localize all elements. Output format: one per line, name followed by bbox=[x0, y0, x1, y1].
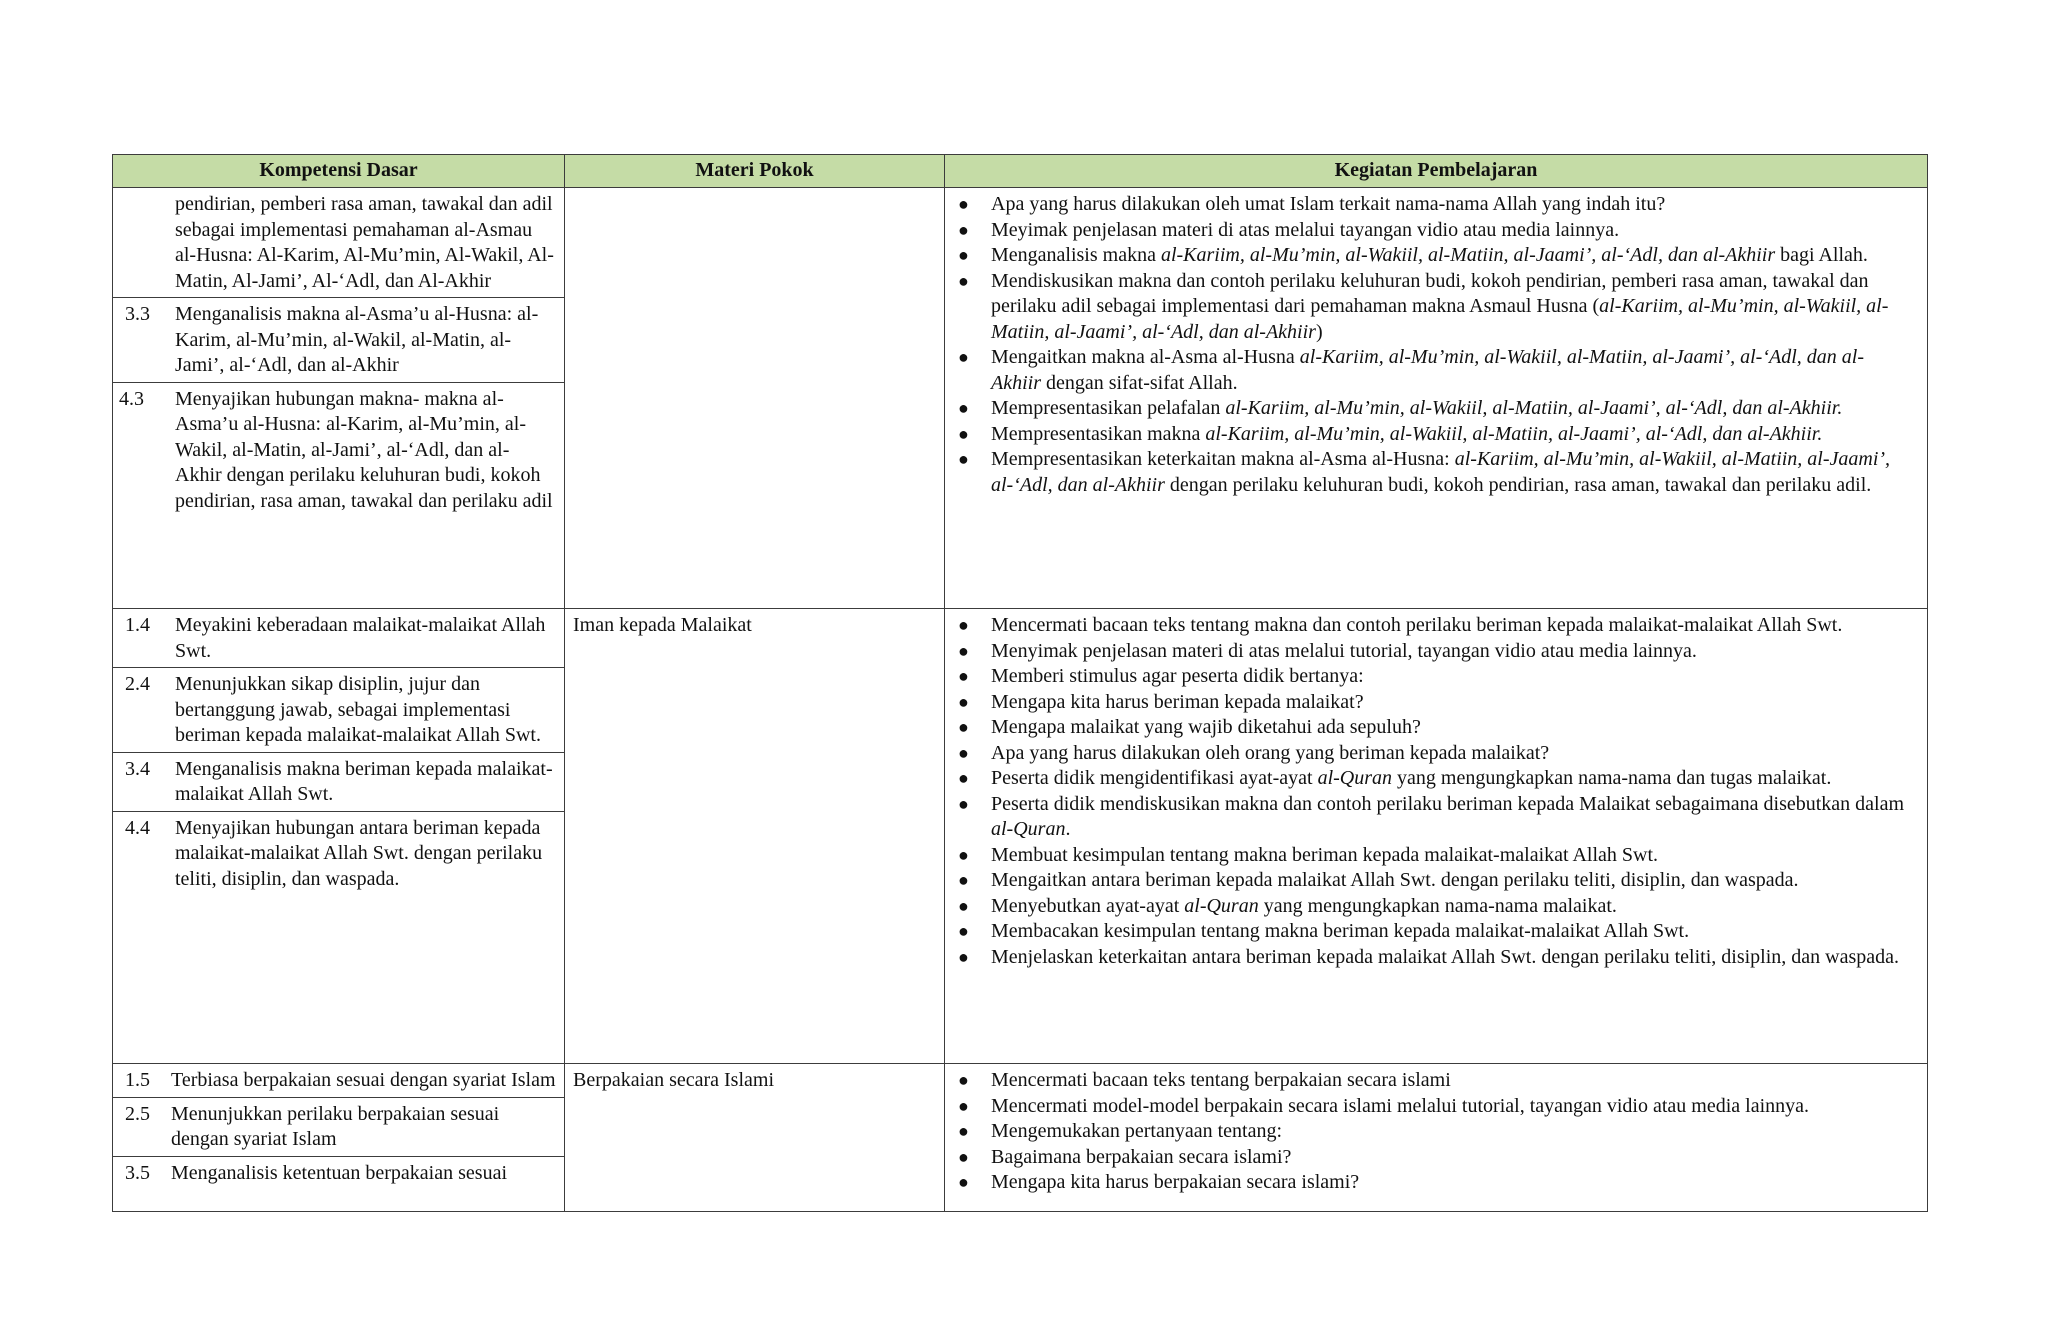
kegiatan-text: Mendiskusikan makna dan contoh perilaku keluhuran budi, kokoh pendirian, pemberi rasa aman, tawakal dan perilaku adil sebagai implementasi dari pemahaman makna Asmaul Husna ( bbox=[991, 269, 1869, 317]
kegiatan-item bbox=[955, 741, 1911, 767]
kd-item bbox=[113, 383, 564, 518]
kd-text: Menganalisis ketentuan berpakaian sesuai bbox=[171, 1161, 507, 1184]
table-row bbox=[113, 609, 1928, 1064]
kegiatan-item bbox=[955, 243, 1911, 269]
kegiatan-text: Menganalisis makna bbox=[991, 244, 1161, 266]
kegiatan-text: yang mengungkapkan nama-nama dan tugas malaikat. bbox=[1392, 767, 1832, 789]
bullet-icon: ● bbox=[958, 270, 969, 291]
kegiatan-list bbox=[955, 192, 1911, 498]
kegiatan-item bbox=[955, 868, 1911, 894]
kegiatan-text: dengan sifat-sifat Allah. bbox=[1041, 371, 1238, 394]
bullet-icon: ● bbox=[958, 219, 969, 240]
table-row bbox=[113, 1064, 1928, 1212]
kd-text: Menunjukkan sikap disiplin, jujur dan bertanggung jawab, sebagai implementasi beriman kepada malaikat-malaikat Allah Swt. bbox=[175, 673, 541, 746]
kegiatan-item bbox=[955, 447, 1911, 498]
italic-term: al-Kariim, al-Mu’min, al-Wakiil, al-Matiin, al-Jaami’, al-‘Adl, dan al-Akhiir bbox=[1160, 244, 1776, 266]
kd-text: Menyajikan hubungan antara beriman kepada malaikat-malaikat Allah Swt. dengan perilaku teliti, disiplin, dan waspada. bbox=[175, 816, 543, 890]
bullet-icon: ● bbox=[958, 423, 969, 444]
kd-number: 2.5 bbox=[125, 1102, 150, 1125]
bullet-icon: ● bbox=[958, 640, 969, 661]
bullet-icon: ● bbox=[958, 793, 969, 814]
bullet-icon: ● bbox=[958, 1146, 969, 1167]
kegiatan-cell bbox=[945, 188, 1928, 609]
bullet-icon: ● bbox=[958, 691, 969, 712]
kegiatan-text: Mempresentasikan pelafalan bbox=[991, 397, 1226, 419]
kd-item bbox=[113, 188, 564, 298]
bullet-icon: ● bbox=[958, 347, 969, 367]
kegiatan-cell bbox=[945, 609, 1928, 1064]
bullet-icon: ● bbox=[958, 1095, 969, 1116]
kd-text: Terbiasa berpakaian sesuai dengan syariat Islam bbox=[171, 1069, 556, 1091]
table-row bbox=[113, 188, 1928, 609]
kegiatan-item bbox=[955, 690, 1911, 716]
kegiatan-text: Membuat kesimpulan tentang makna beriman kepada malaikat-malaikat Allah Swt. bbox=[991, 843, 1659, 866]
kegiatan-item bbox=[955, 1094, 1911, 1120]
kegiatan-item bbox=[955, 715, 1911, 741]
kegiatan-text: Mencermati bacaan teks tentang berpakaian secara islami bbox=[991, 1069, 1451, 1091]
italic-term: al-Quran bbox=[1184, 894, 1259, 917]
kegiatan-text: Mencermati model-model berpakain secara islami melalui tutorial, tayangan vidio atau media lainnya. bbox=[991, 1094, 1810, 1117]
kd-text: Menganalisis makna al-Asma’u al-Husna: al-Karim, al-Mu’min, al-Wakil, al-Matin, al-Jami’, al-‘Adl, dan al-Akhir bbox=[175, 303, 539, 376]
kegiatan-cell bbox=[945, 1064, 1928, 1212]
bullet-icon: ● bbox=[958, 870, 969, 890]
kegiatan-item bbox=[955, 919, 1911, 945]
kd-item bbox=[113, 668, 564, 753]
kegiatan-item bbox=[955, 792, 1911, 843]
kegiatan-item bbox=[955, 1119, 1911, 1145]
kd-number: 1.4 bbox=[125, 614, 150, 636]
kegiatan-text: . bbox=[1065, 818, 1071, 840]
bullet-icon: ● bbox=[958, 742, 969, 763]
bullet-icon: ● bbox=[958, 895, 969, 916]
kegiatan-text: Menyebutkan ayat-ayat bbox=[991, 894, 1185, 917]
kegiatan-item bbox=[955, 1068, 1911, 1094]
kegiatan-item bbox=[955, 422, 1911, 448]
kegiatan-text: Mengapa kita harus berpakaian secara islami? bbox=[991, 1171, 1360, 1193]
bullet-icon: ● bbox=[958, 245, 969, 265]
kegiatan-item bbox=[955, 1170, 1911, 1196]
kd-item bbox=[113, 298, 564, 383]
kegiatan-text: Mencermati bacaan teks tentang makna dan contoh perilaku beriman kepada malaikat-malaikat Allah Swt. bbox=[991, 614, 1843, 636]
bullet-icon: ● bbox=[958, 615, 969, 635]
kd-text: Menganalisis makna beriman kepada malaikat-malaikat Allah Swt. bbox=[175, 757, 553, 805]
italic-term: al-Quran bbox=[1317, 767, 1393, 789]
kegiatan-item bbox=[955, 945, 1911, 971]
materi-pokok-cell: Berpakaian secara Islami bbox=[565, 1064, 945, 1212]
kegiatan-text: Menjelaskan keterkaitan antara beriman kepada malaikat Allah Swt. dengan perilaku teliti, disiplin, dan waspada. bbox=[991, 945, 1900, 968]
kegiatan-text: Mengapa malaikat yang wajib diketahui ada sepuluh? bbox=[991, 716, 1421, 738]
materi-pokok-cell bbox=[565, 188, 945, 609]
kegiatan-text: Mengaitkan antara beriman kepada malaikat Allah Swt. dengan perilaku teliti, disiplin, dan waspada. bbox=[991, 869, 1799, 891]
kd-cell bbox=[113, 188, 565, 609]
kd-text: Meyakini keberadaan malaikat-malaikat Allah Swt. bbox=[175, 614, 546, 662]
kegiatan-item bbox=[955, 664, 1911, 690]
syllabus-table bbox=[112, 154, 1928, 1212]
kegiatan-text: Apa yang harus dilakukan oleh orang yang beriman kepada malaikat? bbox=[991, 741, 1550, 764]
kegiatan-item bbox=[955, 269, 1911, 346]
kd-number bbox=[125, 192, 175, 294]
kd-number: 1.5 bbox=[125, 1069, 150, 1091]
bullet-icon: ● bbox=[958, 449, 969, 469]
kd-text: pendirian, pemberi rasa aman, tawakal dan adil sebagai implementasi pemahaman al-Asmau al-Husna: Al-Karim, Al-Mu’min, Al-Wakil, Al- Matin, Al-Jami’, Al-‘Adl, dan Al-Akhir bbox=[175, 193, 554, 292]
kegiatan-text: Mengapa kita harus beriman kepada malaikat? bbox=[991, 690, 1364, 713]
kegiatan-item bbox=[955, 843, 1911, 869]
kd-number: 3.4 bbox=[125, 757, 150, 780]
italic-term: al-Kariim, al-Mu’min, al-Wakiil, al-Matiin, al-Jaami’, al-‘Adl, dan al-Akhiir bbox=[991, 346, 1864, 394]
bullet-icon: ● bbox=[958, 946, 969, 967]
kd-item bbox=[113, 812, 564, 896]
kegiatan-text: Apa yang harus dilakukan oleh umat Islam terkait nama-nama Allah yang indah itu? bbox=[991, 193, 1666, 215]
kegiatan-text: Mengemukakan pertanyaan tentang: bbox=[991, 1120, 1282, 1142]
kd-item bbox=[113, 1064, 564, 1098]
kegiatan-text: Memberi stimulus agar peserta didik bertanya: bbox=[991, 665, 1364, 687]
kd-number: 4.3 bbox=[119, 387, 144, 410]
kegiatan-text: bagi Allah. bbox=[1775, 244, 1868, 266]
kd-number: 2.4 bbox=[125, 673, 150, 695]
kegiatan-text: Meyimak penjelasan materi di atas melalui tayangan vidio atau media lainnya. bbox=[991, 218, 1620, 241]
bullet-icon: ● bbox=[958, 1070, 969, 1090]
kd-item bbox=[113, 1157, 564, 1190]
italic-term: al-Quran bbox=[991, 818, 1066, 840]
kegiatan-text: Mengaitkan makna al-Asma al-Husna bbox=[991, 346, 1300, 368]
kegiatan-text: ) bbox=[1315, 320, 1323, 343]
italic-term: al-Kariim, al-Mu’min, al-Wakiil, al-Matiin, al-Jaami’, al-‘Adl, dan al-Akhiir. bbox=[1205, 422, 1823, 445]
bullet-icon: ● bbox=[958, 1172, 969, 1192]
kegiatan-text: yang mengungkapkan nama-nama malaikat. bbox=[1258, 894, 1617, 917]
bullet-icon: ● bbox=[958, 398, 969, 418]
kd-item bbox=[113, 1098, 564, 1157]
bullet-icon: ● bbox=[958, 768, 969, 788]
kd-text: Menyajikan hubungan makna- makna al-Asma’u al-Husna: al-Karim, al-Mu’min, al-Wakil, al-Matin, al-Jami’, al-‘Adl, dan al-Akhir dengan perilaku keluhuran budi, kokoh pendirian, rasa aman, tawakal dan perilaku adil bbox=[175, 387, 553, 512]
kd-item bbox=[113, 609, 564, 668]
italic-term: al-Kariim, al-Mu’min, al-Wakiil, al-Matiin, al-Jaami’, al-‘Adl, dan al-Akhiir bbox=[991, 295, 1889, 343]
kegiatan-item bbox=[955, 345, 1911, 396]
kd-item bbox=[113, 753, 564, 812]
header-materi-pokok: Materi Pokok bbox=[565, 155, 945, 188]
kd-number: 3.5 bbox=[125, 1161, 150, 1184]
kegiatan-item bbox=[955, 894, 1911, 920]
kegiatan-text: Mempresentasikan keterkaitan makna al-Asma al-Husna: bbox=[991, 448, 1455, 470]
kd-number: 4.4 bbox=[125, 816, 150, 839]
kd-text: Menunjukkan perilaku berpakaian sesuai dengan syariat Islam bbox=[171, 1102, 500, 1150]
kegiatan-text: dengan perilaku keluhuran budi, kokoh pendirian, rasa aman, tawakal dan perilaku adil. bbox=[1164, 473, 1872, 496]
kegiatan-list bbox=[955, 613, 1911, 970]
italic-term: al-Kariim, al-Mu’min, al-Wakiil, al-Matiin, al-Jaami’, al-‘Adl, dan al-Akhiir. bbox=[1225, 397, 1843, 419]
italic-term: al-Kariim, al-Mu’min, al-Wakiil, al-Matiin, al-Jaami’, al-‘Adl, dan al-Akhiir bbox=[991, 448, 1891, 496]
bullet-icon: ● bbox=[958, 194, 969, 214]
kegiatan-text: Mempresentasikan makna bbox=[991, 422, 1206, 445]
kegiatan-text: Peserta didik mendiskusikan makna dan contoh perilaku beriman kepada Malaikat sebagaimana disebutkan dalam bbox=[991, 792, 1905, 815]
kegiatan-text: Membacakan kesimpulan tentang makna beriman kepada malaikat-malaikat Allah Swt. bbox=[991, 920, 1690, 942]
kegiatan-text: Menyimak penjelasan materi di atas melalui tutorial, tayangan vidio atau media lainnya. bbox=[991, 639, 1697, 662]
kd-cell bbox=[113, 1064, 565, 1212]
header-kegiatan-pembelajaran: Kegiatan Pembelajaran bbox=[945, 155, 1928, 188]
kegiatan-text: Peserta didik mengidentifikasi ayat-ayat bbox=[991, 767, 1318, 789]
kegiatan-item bbox=[955, 613, 1911, 639]
kegiatan-item bbox=[955, 218, 1911, 244]
kegiatan-item bbox=[955, 192, 1911, 218]
kegiatan-item bbox=[955, 396, 1911, 422]
kegiatan-list bbox=[955, 1068, 1911, 1196]
kegiatan-item bbox=[955, 639, 1911, 665]
header-kompetensi-dasar: Kompetensi Dasar bbox=[113, 155, 565, 188]
kegiatan-item bbox=[955, 1145, 1911, 1171]
bullet-icon: ● bbox=[958, 844, 969, 865]
table-header-row bbox=[113, 155, 1928, 188]
materi-pokok-cell: Iman kepada Malaikat bbox=[565, 609, 945, 1064]
kd-number: 3.3 bbox=[125, 303, 150, 325]
bullet-icon: ● bbox=[958, 666, 969, 686]
kegiatan-item bbox=[955, 766, 1911, 792]
bullet-icon: ● bbox=[958, 717, 969, 737]
kegiatan-text: Bagaimana berpakaian secara islami? bbox=[991, 1145, 1292, 1168]
bullet-icon: ● bbox=[958, 1121, 969, 1141]
kd-cell bbox=[113, 609, 565, 1064]
bullet-icon: ● bbox=[958, 921, 969, 941]
